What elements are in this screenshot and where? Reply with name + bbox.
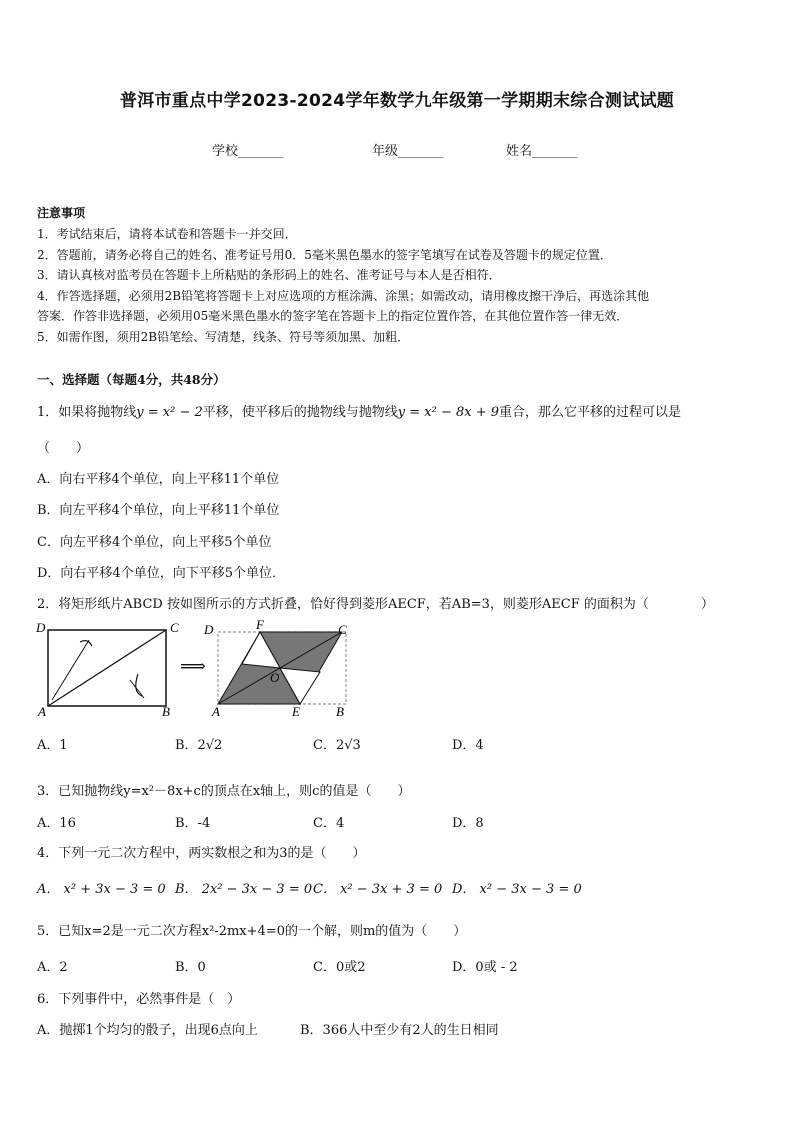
name-field[interactable]: 姓名_______	[506, 144, 578, 159]
q1-expression-2: y = x² − 8x + 9	[397, 405, 500, 420]
q4-option-c[interactable]: C． x² − 3x + 3 = 0	[313, 882, 443, 897]
question-4-stem: 4．下列一元二次方程中，两实数根之和为3的是（ ）	[37, 846, 366, 861]
q1-stem-part: 1．如果将抛物线	[37, 405, 137, 420]
note-item: 4．作答选择题，必须用2B铅笔将答题卡上对应选项的方框涂满、涂黑；如需改动，请用橡皮擦干净后，再选涂其他	[37, 289, 650, 303]
q5-option-b[interactable]: B．0	[175, 960, 206, 975]
label-f: F	[256, 618, 264, 632]
q4-option-a[interactable]: A． x² + 3x − 3 = 0	[37, 882, 166, 897]
page-title: 普洱市重点中学2023-2024学年数学九年级第一学期期末综合测试试题	[119, 91, 675, 111]
question-1-paren: （ ）	[37, 441, 90, 456]
school-field[interactable]: 学校_______	[212, 144, 284, 159]
question-1-stem	[37, 401, 681, 420]
question-3-stem: 3．已知抛物线y=x²－8x+c的顶点在x轴上，则c的值是（ ）	[37, 784, 411, 799]
diagonal-ac	[48, 630, 166, 706]
q5-option-c[interactable]: C．0或2	[313, 960, 366, 975]
q2-option-a[interactable]: A．1	[37, 738, 68, 753]
notes-heading: 注意事项	[37, 206, 86, 220]
fold-line	[130, 680, 144, 698]
note-item: 答案．作答非选择题，必须用05毫米黑色墨水的签字笔在答题卡上的指定位置作答，在其他位置作答一律无效．	[37, 309, 629, 323]
rectangle-fold-figure	[34, 618, 184, 718]
q1-option-b[interactable]: B．向左平移4个单位，向上平移11个单位	[37, 503, 280, 518]
q4-option-d[interactable]: D． x² − 3x − 3 = 0	[452, 882, 582, 897]
note-item: 5．如需作图，须用2B铅笔绘、写清楚，线条、符号等须加黑、加粗．	[37, 330, 410, 344]
q1-option-a[interactable]: A．向右平移4个单位，向上平移11个单位	[37, 472, 280, 487]
note-item: 2．答题前，请务必将自己的姓名、准考证号用0．5毫米黑色墨水的签字笔填写在试卷及答题卡的规定位置．	[37, 248, 612, 262]
label-c: C	[338, 622, 347, 637]
label-a: A	[38, 704, 46, 718]
label-d: D	[36, 620, 46, 635]
question-2-stem: 2．将矩形纸片ABCD 按如图所示的方式折叠，恰好得到菱形AECF，若AB=3，则菱形AECF 的面积为（ ）	[37, 597, 714, 612]
q3-option-d[interactable]: D．8	[452, 816, 484, 831]
q1-stem-part: 重合，那么它平移的过程可以是	[499, 405, 682, 420]
rhombus-figure	[202, 618, 362, 718]
label-c: C	[170, 620, 179, 635]
label-b: B	[336, 704, 344, 718]
grade-field[interactable]: 年级_______	[372, 144, 444, 159]
q3-option-b[interactable]: B．-4	[175, 816, 211, 831]
q3-option-a[interactable]: A．16	[37, 816, 76, 831]
q4-option-b[interactable]: B． 2x² − 3x − 3 = 0	[175, 882, 313, 897]
fold-arrow-icon	[136, 674, 142, 696]
transform-arrow-icon: ⟹	[180, 656, 206, 677]
section-heading: 一、选择题（每题4分，共48分）	[37, 372, 226, 387]
q2-option-c[interactable]: C．2√3	[313, 738, 361, 753]
question-5-stem: 5．已知x=2是一元二次方程x²-2mx+4=0的一个解，则m的值为（ ）	[37, 924, 467, 939]
q3-option-c[interactable]: C．4	[313, 816, 345, 831]
label-o: O	[270, 670, 280, 685]
label-e: E	[292, 704, 300, 718]
q2-option-b[interactable]: B．2√2	[175, 738, 223, 753]
q6-option-b[interactable]: B．366人中至少有2人的生日相同	[300, 1023, 499, 1038]
note-item: 1．考试结束后，请将本试卷和答题卡一并交回．	[37, 227, 297, 241]
q5-option-a[interactable]: A．2	[37, 960, 68, 975]
q1-expression-1: y = x² − 2	[136, 405, 203, 420]
label-b: B	[162, 704, 170, 718]
q2-option-d[interactable]: D．4	[452, 738, 484, 753]
q6-option-a[interactable]: A．抛掷1个均匀的骰子，出现6点向上	[37, 1023, 258, 1038]
q1-option-c[interactable]: C．向左平移4个单位，向上平移5个单位	[37, 535, 272, 550]
q5-option-d[interactable]: D．0或 - 2	[452, 960, 518, 975]
q1-stem-part: 平移，使平移后的抛物线与抛物线	[202, 405, 398, 420]
question-6-stem: 6．下列事件中，必然事件是（ ）	[37, 992, 241, 1007]
note-item: 3．请认真核对监考员在答题卡上所粘贴的条形码上的姓名、准考证号与本人是否相符．	[37, 268, 501, 282]
label-a: A	[212, 704, 220, 718]
label-d: D	[204, 622, 214, 637]
q1-option-d[interactable]: D．向右平移4个单位，向下平移5个单位．	[37, 566, 285, 581]
